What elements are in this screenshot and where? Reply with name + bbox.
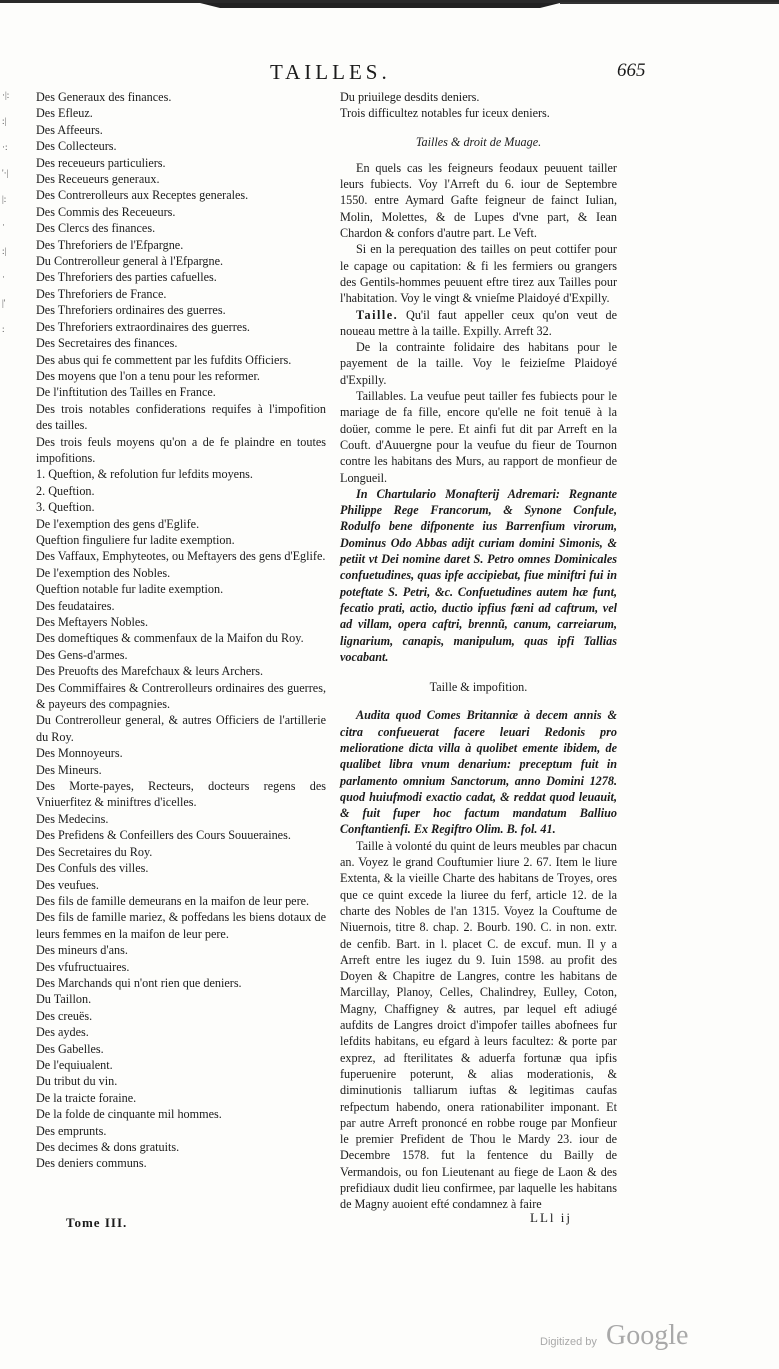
index-entry: Des Commis des Receueurs. <box>36 204 176 219</box>
index-list-column <box>36 89 326 1172</box>
index-entry: Des Clercs des finances. <box>36 221 156 236</box>
watermark-prefix: Digitized by <box>540 1336 597 1348</box>
index-entry: Des Receueurs generaux. <box>36 172 160 187</box>
index-entry: Des aydes. <box>36 1025 89 1040</box>
index-entry: Des Preuofts des Marefchaux & leurs Archers. <box>36 664 264 679</box>
paragraph-body: Qu'il faut appeller ceux qu'on veut de noueau mettre à la taille. Expilly. Arreft 32. <box>340 307 618 338</box>
index-entry: Des Gabelles. <box>36 1041 104 1056</box>
index-entry: Des creuës. <box>36 1008 93 1023</box>
section-heading: Tailles & droit de Muage. <box>415 134 542 149</box>
index-entry: Du Contrerolleur general à l'Efpargne. <box>36 254 224 269</box>
paragraph-lead: Taille. <box>356 307 399 322</box>
volume-footer: Tome III. <box>66 1215 128 1230</box>
text-line: Trois difficultez notables fur iceux deniers. <box>340 106 550 121</box>
index-entry: Du Taillon. <box>36 992 92 1007</box>
page-number: 665 <box>617 60 646 81</box>
index-entry: Des Monnoyeurs. <box>36 746 123 761</box>
index-entry: Des Generaux des finances. <box>36 90 172 104</box>
index-entry: Des Marchands qui n'ont rien que deniers. <box>36 975 242 990</box>
paragraph <box>340 307 617 340</box>
index-entry: Des Threforiers extraordinaires des guerres. <box>36 319 250 334</box>
index-entry: Des feudataires. <box>36 598 115 613</box>
latin-quotation: Audita quod Comes Britanniæ à decem annis & citra confueuerat facere leuari Redonis pro melioratione dicta villa à quolibet emente ibidem, de qualibet libra vnum denarium: preceptum fuit in parlamento omnium Sanctorum, anno Domini 1278. quod huiufmodi exactio cadat, & reddat quod leuauit, & fuit fuper hoc factum mandatum Balliuo Conftantienfi. Ex Regiftro Olim. B. fol. 41. <box>340 708 617 837</box>
latin-quotation: In Chartulario Monafterij Adremari: Regnante Philippe Rege Francorum, & Synone Confule, Rodulfo bene difponente ius Barrenfium virorum, Dominus Odo Abbas adijt curiam domini Simonis, & petiit vt Dei nomine daret S. Petro omnes Dominicales confuetudines, quas ipfe accipiebat, fiue miniftri fui in poteftate S. Petri, &c. Confuetudines autem hæ funt, fecatio prati, actio, ductio ipfius fœni ad caftrum, vel ad villam, opera caftri, brennũ, canum, carreiarum, lignarium, canapis, manipulum, quas ipfi Tallias vocabant. <box>340 486 617 664</box>
index-entry: Des mineurs d'ans. <box>36 943 128 958</box>
index-entry: De la traicte foraine. <box>36 1090 137 1105</box>
index-entry: Des Mineurs. <box>36 762 102 777</box>
index-entry: De l'inftitution des Tailles en France. <box>36 385 216 400</box>
paragraph: Si en la perequation des tailles on peut cottifer pour le capage ou capitation: & fi les fermiers ou grangers des Gentils-hommes peuuent eftre tirez aux Tailles pour l'habitation. Voy le vingt & vnieſme Plaidoyé d'Expilly. <box>340 242 617 306</box>
watermark-brand: Google <box>606 1320 689 1351</box>
index-entry: Des domeftiques & commenfaux de la Maifon du Roy. <box>36 631 304 646</box>
top-rule-decoration <box>0 0 779 12</box>
paragraph: En quels cas les feigneurs feodaux peuuent tailler leurs fubiects. Voy l'Arreft du 6. iour de Septembre 1550. entre Aymard Gafte feigneur de fainct Iulian, Molin, Molettes, & de Lupes d'vne part, & Iean Chardon & confors d'autre part. Le Veft. <box>340 160 617 241</box>
index-entry: De l'exemption des gens d'Eglife. <box>36 516 200 531</box>
index-entry: Des Morte-payes, Recteurs, docteurs regens des Vniuerfitez & miniftres d'icelles. <box>36 779 326 810</box>
index-entry: Des Threforiers de France. <box>36 286 167 301</box>
index-entry: Des trois feuls moyens qu'on a de fe plaindre en toutes impofitions. <box>36 434 326 465</box>
index-entry: 3. Queftion. <box>36 500 95 515</box>
index-entry: Des Efleuz. <box>36 106 93 121</box>
index-entry: Des Commiffaires & Contrerolleurs ordinaires des guerres, & payeurs des compagnies. <box>36 680 326 712</box>
index-entry: Queftion finguliere fur ladite exemption. <box>36 532 235 547</box>
index-entry: Du tribut du vin. <box>36 1074 118 1089</box>
index-entry: De l'equiualent. <box>36 1057 113 1072</box>
index-entry: Des Affeeurs. <box>36 122 103 137</box>
index-entry: Des Medecins. <box>36 811 109 826</box>
index-entry: Des fils de famille mariez, & poffedans les biens dotaux de leurs femmes en la maifon de leur pere. <box>36 910 326 941</box>
index-entry: Des Secretaires du Roy. <box>36 844 153 859</box>
index-entry: Des veufues. <box>36 877 99 892</box>
index-entry: Des Vaffaux, Emphyteotes, ou Meftayers des gens d'Eglife. <box>36 549 326 564</box>
index-entry: Queftion notable fur ladite exemption. <box>36 582 224 597</box>
index-entry: Des Contrerolleurs aux Receptes generales. <box>36 188 249 203</box>
index-entry: Des trois notables confiderations requifes à l'impofition des tailles. <box>36 401 326 433</box>
signature-mark: LLl ij <box>530 1210 572 1225</box>
index-entry: Des fils de famille demeurans en la maifon de leur pere. <box>36 893 310 908</box>
index-entry: Des Collecteurs. <box>36 139 117 154</box>
index-entry: Des Threforiers des parties cafuelles. <box>36 270 217 285</box>
index-entry: 2. Queftion. <box>36 483 95 498</box>
index-entry: De l'exemption des Nobles. <box>36 565 171 580</box>
index-entry: Des abus qui fe commettent par les fufdits Officiers. <box>36 352 292 367</box>
page-header <box>0 58 779 86</box>
index-entry: De la folde de cinquante mil hommes. <box>36 1107 222 1122</box>
index-entry: Des Gens-d'armes. <box>36 647 128 662</box>
index-entry: Des Meftayers Nobles. <box>36 615 149 629</box>
left-margin-bleedthrough: ·|: :| ·: '·| |: · :| · |' : <box>2 90 10 334</box>
text-line: Du priuilege desdits deniers. <box>340 90 480 104</box>
page-top-edge <box>0 0 779 12</box>
index-entry: Des vfufructuaires. <box>36 959 130 974</box>
running-title: TAILLES. <box>270 60 391 84</box>
text-column <box>340 89 617 1213</box>
index-entry: Des decimes & dons gratuits. <box>36 1140 180 1154</box>
index-entry: Des deniers communs. <box>36 1156 147 1171</box>
index-entry: Des emprunts. <box>36 1123 107 1138</box>
paragraph: Taille à volonté du quint de leurs meubles par chacun an. Voyez le grand Couftumier liure 2. 67. Item le liure Extenta, & la vieille Charte des habitans de Troyes, ores que ce quint excede la liuree du ferf, article 12. de la charte des Nobles de l'an 1315. Voyez la Couftume de Niuernois, titre 8. chap. 2. Bourb. 190. C. in non. extr. de cenfib. Bart. in l. placet C. de excuf. mun. Il y a Arreft entre les iugez du 9. Iuin 1598. au profit des Doyen & Chapitre de Langres, contre les habitans de Marcillay, Planoy, Celles, Chalindrey, Eulley, Coton, Magny, Chaffigney & autres, par lequel eft adiugé aufdits de Langres droict d'impofer tailles abofnees fur lefdits habitans, eu efgard à leurs facultez: & porte par exprez, ad fterilitates & aduerfa fortunæ qua ipfis fuperuenire poterunt, & alias moderationis, & diminutionis talliarum iuftas & legitimas caufas refpectum habendo, onera rationabiliter imponant. Et par autre Arreft prononcé en robbe rouge par Monfieur le premier Prefident de Thou le Mardy 23. iour de Decembre 1578. fut la fentence du Bailly de Vermandois, ou fon Lieutenant au fiege de Laon & des prefidiaux dudit lieu confirmee, par laquelle les habitans de Magny auoient efté condamnez à faire <box>340 838 617 1212</box>
index-entry: Des Threforiers ordinaires des guerres. <box>36 303 226 318</box>
index-entry: Des moyens que l'on a tenu pour les reformer. <box>36 368 260 383</box>
index-entry: Des Confuls des villes. <box>36 861 149 876</box>
paragraph: Taillables. La veufue peut tailler fes fubiects pour le mariage de fa fille, encore qu'elle ne foit tenuë à la doüer, comme le pere. Et ainfi fut dit par Arreft en la Couft. d'Auuergne pour la veufue du fieur de Tournon contre les habitans des Murs, au rapport de monfieur de Longueil. <box>340 389 617 485</box>
index-entry: Des Prefidens & Confeillers des Cours Souueraines. <box>36 828 291 843</box>
index-entry: Du Contrerolleur general, & autres Officiers de l'artillerie du Roy. <box>36 713 326 744</box>
paragraph: De la contrainte folidaire des habitans pour le payement de la taille. Voy le feizieſme Plaidoyé d'Expilly. <box>340 340 617 387</box>
index-entry: Des Threforiers de l'Efpargne. <box>36 237 184 252</box>
index-entry: Des Secretaires des finances. <box>36 336 178 351</box>
digitization-watermark <box>540 1318 710 1358</box>
section-heading: Taille & impofition. <box>429 680 528 695</box>
index-entry: 1. Queftion, & refolution fur lefdits moyens. <box>36 467 253 482</box>
index-entry: Des receueurs particuliers. <box>36 155 166 170</box>
